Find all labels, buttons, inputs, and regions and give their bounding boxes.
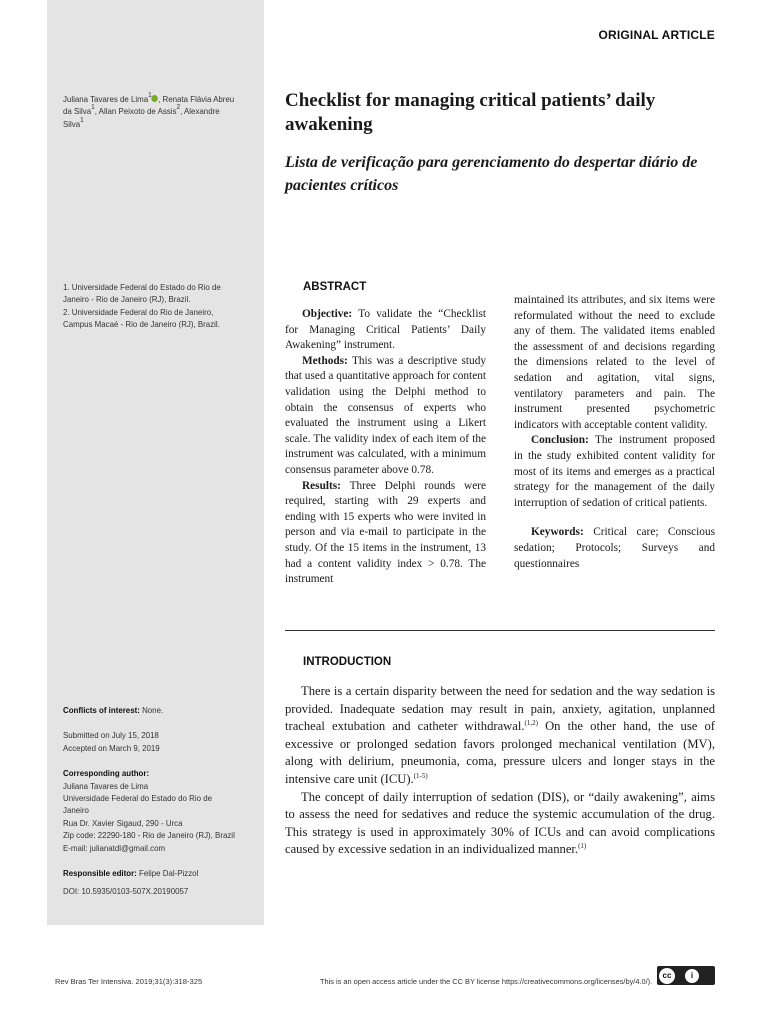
doi[interactable]: DOI: 10.5935/0103-507X.20190057 (63, 886, 189, 897)
cc-by-badge[interactable] (657, 966, 715, 985)
corresponding-line: Janeiro (63, 805, 89, 816)
license-note[interactable]: This is an open access article under the CC BY license https://creativecommons.org/licenses/by/4.0/). (320, 977, 653, 986)
conflicts-of-interest: Conflicts of interest: None. (63, 705, 164, 715)
citation-ref[interactable]: (1-5) (413, 771, 428, 780)
article-title: Checklist for managing critical patients’ daily awakening (285, 90, 656, 135)
responsible-editor: Responsible editor: Felipe Dal-Pizzol (63, 868, 199, 879)
introduction-heading: INTRODUCTION (303, 656, 392, 668)
author-list: Juliana Tavares de Lima$^1$ , Renata Flávia Abreu da Silva$^1$, Allan Peixoto de Assis$^2$, Alexandre Silva$^1$ (63, 92, 235, 129)
abstract-keywords: Keywords: Critical care; Conscious sedation; Protocols; Surveys and questionnaires (514, 526, 716, 570)
abstract-methods: Methods: This was a descriptive study that used a quantitative approach for content validation using the Delphi method to obtain the consensus of experts who evaluated the instrument using a Likert scale. The validity index of each item of the instrument was calculated, with a minimum consensus parameter above 0.78. (285, 354, 486, 476)
section-label: ORIGINAL ARTICLE (598, 28, 715, 42)
affiliations (63, 281, 238, 331)
attribution-icon: i (685, 969, 699, 983)
cc-icon: cc (659, 968, 675, 984)
author-1[interactable]: Juliana Tavares de Lima (63, 94, 149, 104)
journal-citation: Rev Bras Ter Intensiva. 2019;31(3):318-325 (55, 977, 203, 986)
abstract-results-continued: maintained its attributes, and six items were reformulated without the need to exclude any of them. The validated items enabled the assessment of and decisions regarding the dimensions related to the level of sedation and agitation, vital signs, ventilatory parameters and pain. The instrument presented psychometric indicators with acceptable content validity. (514, 294, 715, 431)
corresponding-line: Zip code: 22290-180 - Rio de Janeiro (RJ), Brazil (63, 830, 235, 841)
affiliation-2: 2. Universidade Federal do Rio de Janeiro, Campus Macaé - Rio de Janeiro (RJ), Brazil. (63, 306, 220, 330)
affiliation-1: 1. Universidade Federal do Estado do Rio de Janeiro - Rio de Janeiro (RJ), Brazil. (63, 282, 221, 305)
author-4[interactable]: Silva (63, 118, 81, 129)
abstract-results: Results: Three Delphi rounds were required, starting with 29 experts and ending with 15 experts who were invited in person and via e-mail to participate in the study. Of the 15 items in the instrument, 13 had a content validity index > 0.78. The instrument (285, 479, 486, 586)
introduction-paragraph-2: The concept of daily interruption of sedation (DIS), or “daily awakening”, aims to assess the need for sedatives and reduce the systemic accumulation of the drug. This strategy is used in approximately 30% of ICUs and can avoid complications caused by excessive sedation in an individualized manner.$^{(1)}$ (285, 789, 715, 857)
abstract-column-left (285, 307, 486, 588)
article-subtitle: Lista de verificação para gerenciamento do despertar diário de pacientes críticos (285, 154, 698, 194)
corresponding-line: Universidade Federal do Estado do Rio de (63, 793, 212, 804)
corresponding-line: Rua Dr. Xavier Sigaud, 290 - Urca (63, 817, 183, 828)
introduction-body (285, 683, 715, 859)
corresponding-line: Juliana Tavares de Lima (63, 780, 149, 791)
citation-ref[interactable]: (1,2) (524, 719, 538, 728)
abstract-conclusion: Conclusion: The instrument proposed in the study exhibited content validity for most of its items and emerges as a practical strategy for the management of the daily interruption of sedation of critical patients. (514, 434, 716, 509)
author-2[interactable]: da Silva (63, 106, 92, 117)
accepted-date: Accepted on March 9, 2019 (63, 742, 160, 753)
introduction-paragraph-1: There is a certain disparity between the need for sedation and the way sedation is provided. Inadequate sedation may result in pain, anxiety, agitation, unplanned tracheal extubation and catheter withdrawal.$^{(1,2)}$ On the other hand, the use of excessive or prolonged sedation favors prolonged mechanical ventilation (MV), along with delirium, pneumonia, coma, pressure ulcers and longer stays in the intensive care unit (ICU).$^{(1-5)}$ (285, 684, 715, 786)
corresponding-email[interactable]: E-mail: julianatdl@gmail.com (63, 842, 166, 853)
section-divider (285, 630, 715, 631)
abstract-objective: Objective: To validate the “Checklist for Managing Critical Patients’ Daily Awakening” instrument. (285, 308, 486, 352)
article-info (63, 704, 238, 898)
submitted-date: Submitted on July 15, 2018 (63, 730, 159, 741)
corresponding-author-label: Corresponding author: (63, 768, 150, 779)
abstract-column-right (514, 293, 715, 572)
citation-ref[interactable]: (1) (578, 842, 587, 851)
abstract-heading: ABSTRACT (303, 281, 367, 293)
